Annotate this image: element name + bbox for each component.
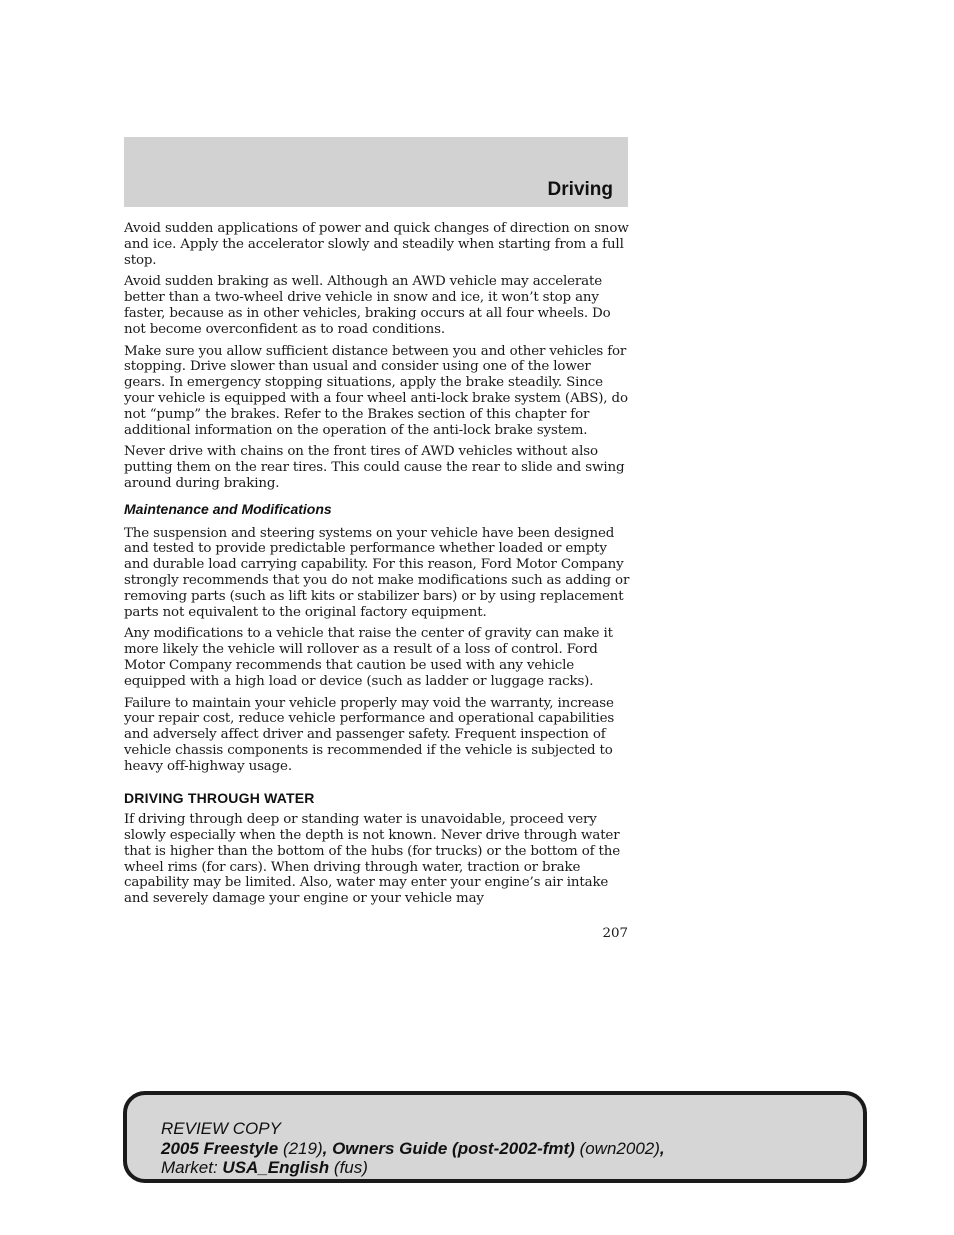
review-market-label: Market: <box>161 1158 218 1177</box>
review-model: 2005 Freestyle <box>161 1138 279 1158</box>
review-market: USA_English <box>222 1158 330 1177</box>
body-paragraph: Failure to maintain your vehicle properly may void the warranty, increase your repair cost, reduce vehicle performance and operational capabilities and adversely affect driver and passenger safety. Frequent inspection of vehicle chassis components is recommended if the vehicle is subjected to heavy off-highway usage. <box>124 695 615 774</box>
review-model-code: (219) <box>282 1138 323 1158</box>
chapter-title: Driving <box>547 179 613 200</box>
review-copy-text <box>161 1119 665 1178</box>
subsection-heading: Maintenance and Modifications <box>124 500 332 517</box>
review-guide-code: (own2002) <box>579 1138 660 1158</box>
body-paragraph: Make sure you allow sufficient distance between you and other vehicles for stopping. Drive slower than usual and consider using one of the lower gears. In emergency stopping situations, apply the brake steadily. Since your vehicle is equipped with a four wheel anti-lock brake system (ABS), do not “pump” the brakes. Refer to the Brakes section of this chapter for additional information on the operation of the anti-lock brake system. <box>124 343 628 438</box>
page-content <box>124 221 630 913</box>
review-copy-label: REVIEW COPY <box>161 1119 281 1138</box>
body-paragraph: The suspension and steering systems on your vehicle have been designed and tested to provide predictable performance whether loaded or empty and durable load carrying capability. For this reason, Ford Motor Company strongly recommends that you do not make modifications such as adding or removing parts (such as lift kits or stabilizer bars) or by using replacement parts not equivalent to the original factory equipment. <box>124 525 630 620</box>
review-copy-box <box>123 1091 867 1183</box>
section-heading: DRIVING THROUGH WATER <box>124 789 315 806</box>
review-copy-market-line <box>161 1158 665 1178</box>
body-paragraph: Never drive with chains on the front tires of AWD vehicles without also putting them on the rear tires. This could cause the rear to slide and swing around during braking. <box>124 444 625 491</box>
body-paragraph: If driving through deep or standing water is unavoidable, proceed very slowly especially when the depth is not known. Never drive through water that is higher than the bottom of the hubs (for trucks) or the bottom of the wheel rims (for cars). When driving through water, traction or brake capability may be limited. Also, water may enter your engine’s air intake and severely damage your engine or your vehicle may <box>124 812 620 907</box>
review-comma: , <box>659 1138 665 1158</box>
review-market-code: (fus) <box>333 1158 368 1177</box>
body-paragraph: Any modifications to a vehicle that raise the center of gravity can make it more likely the vehicle will rollover as a result of a loss of control. Ford Motor Company recommends that caution be used with any vehicle equipped with a high load or device (such as ladder or luggage racks). <box>124 626 613 689</box>
body-paragraph: Avoid sudden applications of power and quick changes of direction on snow and ice. Apply the accelerator slowly and steadily when starting from a full stop. <box>124 221 629 268</box>
review-guide: , Owners Guide (post-2002-fmt) <box>322 1138 575 1158</box>
body-paragraph: Avoid sudden braking as well. Although an AWD vehicle may accelerate better than a two-wheel drive vehicle in snow and ice, it won’t stop any faster, because as in other vehicles, braking occurs at all four wheels. Do not become overconfident as to road conditions. <box>124 274 611 337</box>
review-copy-product-line <box>161 1139 665 1159</box>
page-number: 207 <box>602 926 628 941</box>
chapter-header-band <box>124 137 628 207</box>
